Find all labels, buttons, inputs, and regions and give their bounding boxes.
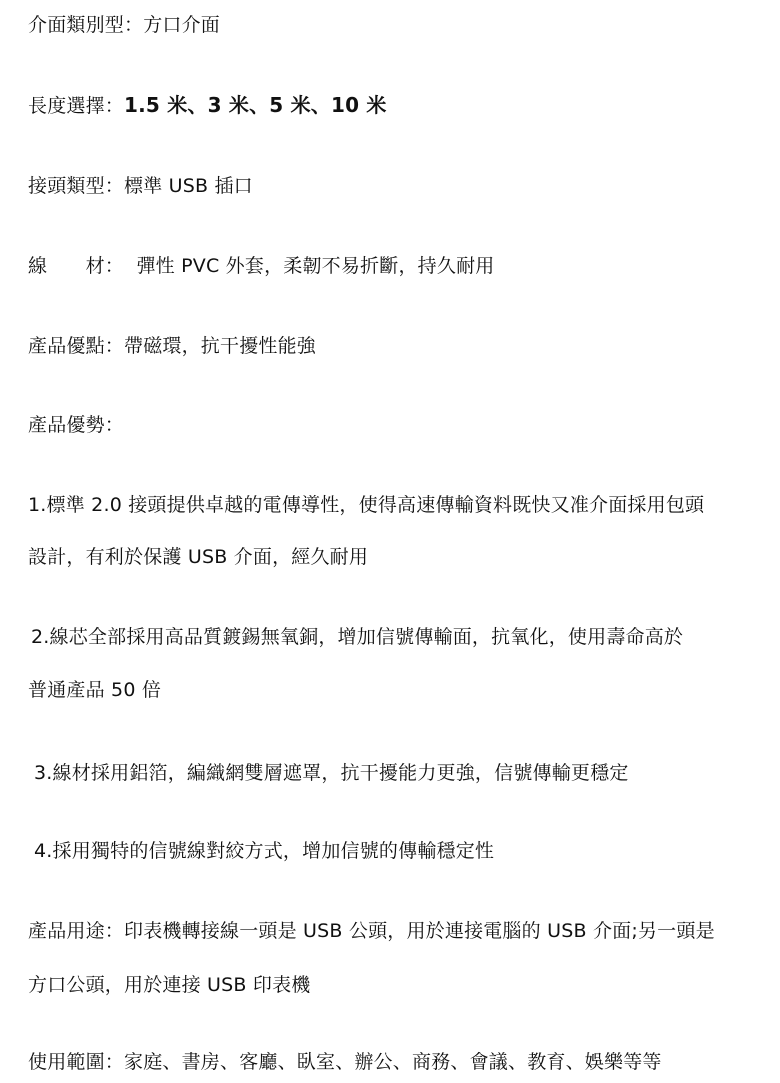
advantage-item-3-line-1: 3.線材採用鋁箔，編織網雙層遮罩，抗干擾能力更強，信號傳輸更穩定 xyxy=(34,762,629,784)
usage-line-2: 方口公頭，用於連接 USB 印表機 xyxy=(28,974,311,996)
advantage-item-4-line-1: 4.採用獨特的信號線對絞方式，增加信號的傳輸穩定性 xyxy=(34,840,495,862)
connector-type-line: 接頭類型：標準 USB 插口 xyxy=(28,175,253,197)
advantage-item-2-line-2: 普通產品 50 倍 xyxy=(28,679,162,701)
usage-line-1: 產品用途：印表機轉接線一頭是 USB 公頭，用於連接電腦的 USB 介面;另一頭是 xyxy=(28,920,715,942)
advantage-item-1-line-1: 1.標準 2.0 接頭提供卓越的電傳導性，使得高速傳輸資料既快又准介面採用包頭 xyxy=(28,494,705,516)
length-label: 長度選擇： xyxy=(28,95,125,117)
advantage-item-2-line-1: 2.線芯全部採用高品質鍍錫無氧銅，增加信號傳輸面，抗氧化，使用壽命高於 xyxy=(31,626,684,648)
advantage-item-1-line-2: 設計，有利於保護 USB 介面，經久耐用 xyxy=(28,546,369,568)
advantages-heading: 產品優勢： xyxy=(28,414,125,436)
scope-line: 使用範圍：家庭、書房、客廳、臥室、辦公、商務、會議、教育、娛樂等等 xyxy=(28,1051,662,1073)
length-value: 1.5 米、3 米、5 米、10 米 xyxy=(124,93,387,117)
material-line: 線 材： 彈性 PVC 外套，柔韌不易折斷，持久耐用 xyxy=(28,255,495,277)
length-line xyxy=(28,92,770,119)
advantage-point-line: 產品優點：帶磁環，抗干擾性能強 xyxy=(28,335,317,357)
interface-type-line: 介面類別型：方口介面 xyxy=(28,14,221,36)
